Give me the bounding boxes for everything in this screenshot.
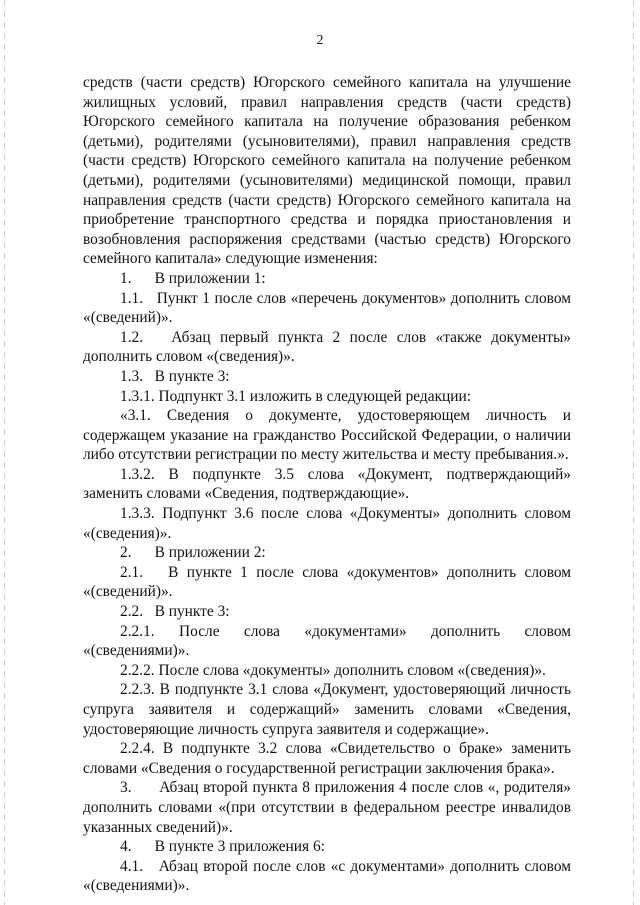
paragraph: 1.3.2. В подпункте 3.5 слова «Документ, подтверждающий» заменить словами «Сведения, подтверждающие».	[83, 465, 571, 503]
document-body	[83, 73, 571, 896]
paragraph: 4. В пункте 3 приложения 6:	[120, 838, 325, 856]
paragraph: 1.3.3. Подпункт 3.6 после слова «Документы» дополнить словом «(сведения)».	[83, 505, 571, 542]
paragraph: средств (части средств) Югорского семейного капитала на улучшение жилищных условий, правил направления средств (части средств) Югорского семейного капитала на получение образования ребенком (детьми), родителями (усыновителями), правил направления средств (части средств) Югорского семейного капитала на получение ребенком (детьми), родителями (усыновителями) медицинской помощи, правил направления средств (части средств) Югорского семейного капитала на приобретение транспортного средства и порядка приостановления и возобновления распоряжения средствами (частью средств) Югорского семейного капитала» следующие изменения:	[83, 74, 571, 268]
paragraph: 2.2.3. В подпункте 3.1 слова «Документ, удостоверяющий личность супруга заявителя и содержащий» заменить словами «Сведения, удостоверяющие личность супруга заявителя и содержащие».	[83, 681, 571, 738]
page-number: 2	[316, 33, 324, 48]
paragraph: 2.1. В пункте 1 после слова «документов» дополнить словом «(сведений)».	[83, 563, 571, 601]
paragraph: 1.3.1. Подпункт 3.1 изложить в следующей редакции:	[120, 387, 472, 405]
paragraph: 2.2.2. После слова «документы» дополнить словом «(сведения)».	[120, 661, 546, 679]
paragraph: «3.1. Сведения о документе, удостоверяющем личность и содержащем указание на гражданство Российской Федерации, о наличии либо отсутствии регистрации по месту жительства и месту пребывания.».	[83, 407, 571, 464]
scan-edge-right	[633, 0, 634, 905]
paragraph: 2. В приложении 2:	[120, 544, 266, 562]
paragraph: 1.3. В пункте 3:	[120, 367, 230, 385]
paragraph: 2.2.1. После слова «документами» дополнить словом «(сведениями)».	[83, 622, 571, 660]
paragraph: 3. Абзац второй пункта 8 приложения 4 после слов «, родителя» дополнить словами «(при отсутствии в федеральном реестре инвалидов указанных сведений)».	[83, 779, 571, 836]
scan-edge-left	[4, 0, 5, 905]
paragraph: 4.1. Абзац второй после слов «с документами» дополнить словом «(сведениями)».	[83, 857, 571, 895]
paragraph: 2.2. В пункте 3:	[120, 603, 230, 621]
paragraph: 1. В приложении 1:	[120, 269, 266, 287]
paragraph: 1.2. Абзац первый пункта 2 после слов «также документы» дополнить словом «(сведения)».	[83, 328, 571, 366]
paragraph: 2.2.4. В подпункте 3.2 слова «Свидетельство о браке» заменить словами «Сведения о государственной регистрации заключения брака».	[83, 740, 571, 777]
paragraph: 1.1. Пункт 1 после слов «перечень документов» дополнить словом «(сведений)».	[83, 289, 571, 327]
